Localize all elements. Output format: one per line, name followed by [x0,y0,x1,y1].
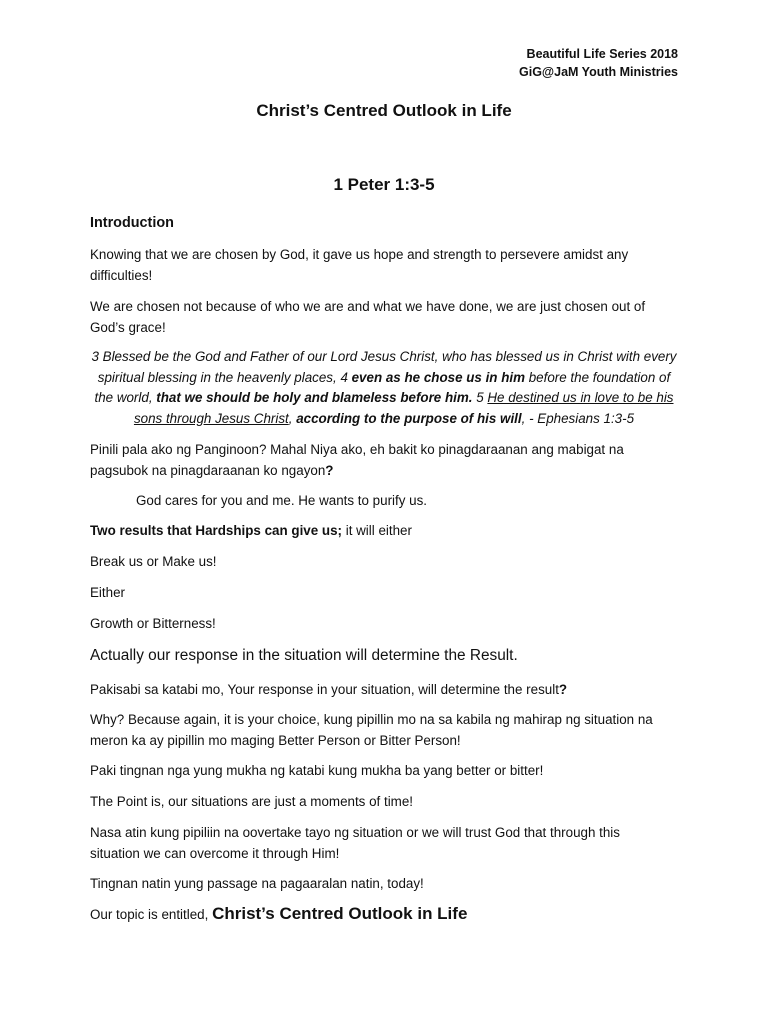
either-line: Either [90,585,125,600]
two-results-paragraph [90,521,650,542]
topic-prefix: Our topic is entitled, [90,907,213,922]
question-text: Pinili pala ako ng Panginoon? Mahal Niya ako, eh bakit ko pinagdaraanan ang mabigat na pagsubok na pinagdaraanan ko ngayon [90,442,624,478]
pakisabi-paragraph [90,680,670,701]
series-name: Beautiful Life Series 2018 [526,47,678,61]
quote-part-d: that we should be holy and blameless before him. [156,390,473,405]
quote-part-i: , - Ephesians 1:3-5 [521,410,635,426]
intro-paragraph-2: We are chosen not because of who we are and what we have done, we are just chosen out of God’s grace! [90,299,646,335]
document-title: Christ’s Centred Outlook in Life [256,101,512,120]
scripture-passage: 1 Peter 1:3-5 [333,175,435,194]
section-heading: Introduction [90,215,174,231]
growth-line: Growth or Bitterness! [90,616,216,631]
pakisabi-text: Pakisabi sa katabi mo, Your response in your situation, will determine the result [90,682,559,697]
paki-tingnan-paragraph: Paki tingnan nga yung mukha ng katabi kung mukha ba yang better or bitter! [90,763,544,778]
scripture-quote [90,347,678,429]
two-results-bold: Two results that Hardships can give us; [90,523,342,538]
point-paragraph: The Point is, our situations are just a moments of time! [90,794,414,809]
quote-part-c: before the foundation of the world, [94,369,671,405]
response-statement: Actually our response in the situation will determine the Result. [90,647,518,664]
quote-part-h: according to the purpose of his will [296,410,522,426]
topic-paragraph [90,904,690,926]
question-mark: ? [325,462,334,478]
document-header [519,45,678,81]
why-paragraph: Why? Because again, it is your choice, kung pipillin mo na sa kabila ng mahirap ng situation na meron ka ay pipillin mo maging Better Person or Bitter Person! [90,712,653,748]
break-make-line: Break us or Make us! [90,554,217,569]
quote-part-f: He destined us in love to be his sons through Jesus Christ [133,390,674,426]
god-cares-paragraph: God cares for you and me. He wants to purify us. [136,493,428,508]
two-results-rest: it will either [342,523,412,538]
question-paragraph [90,440,650,481]
topic-title: Christ’s Centred Outlook in Life [212,904,468,923]
quote-part-a: 3 Blessed be the God and Father of our Lord Jesus Christ, who has blessed us in Christ with every spiritual blessing in the heavenly places, 4 [91,349,677,385]
quote-part-g: , [288,410,297,426]
ministry-name: GiG@JaM Youth Ministries [519,65,678,79]
intro-paragraph-1: Knowing that we are chosen by God, it gave us hope and strength to persevere amidst any difficulties! [90,247,629,283]
quote-part-e: 5 [472,390,488,405]
tingnan-paragraph: Tingnan natin yung passage na pagaaralan natin, today! [90,876,424,891]
pakisabi-mark: ? [558,682,568,697]
quote-part-b: even as he chose us in him [351,369,526,385]
nasa-atin-paragraph: Nasa atin kung pipiliin na oovertake tayo ng situation or we will trust God that through this situation we can overcome it through Him! [90,825,620,861]
